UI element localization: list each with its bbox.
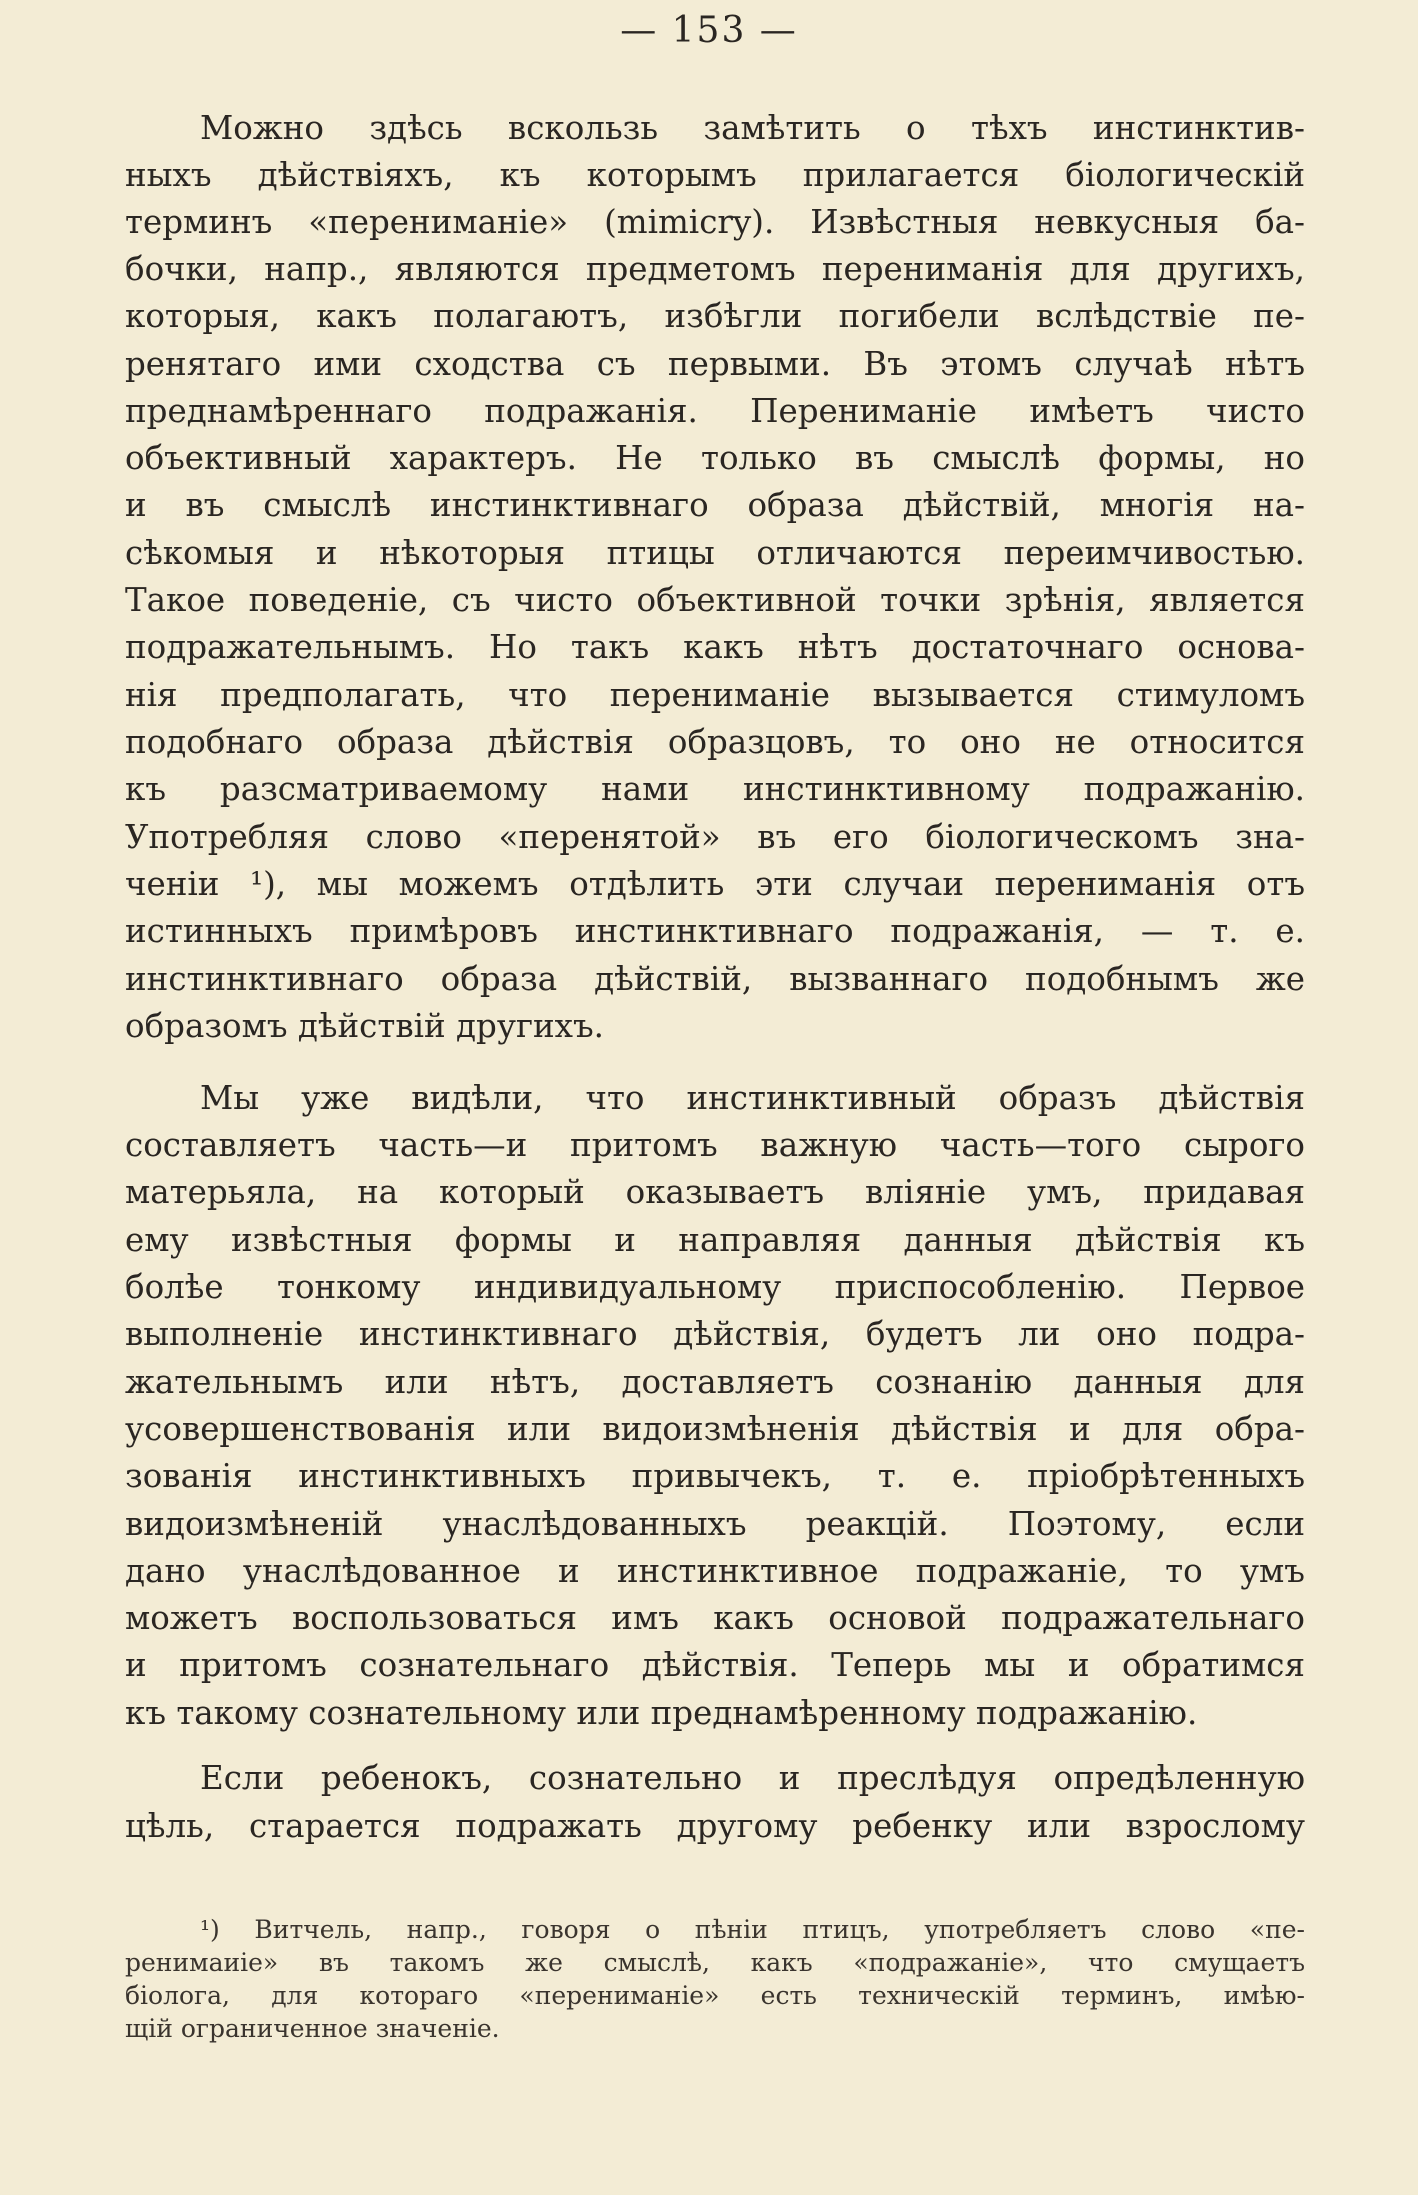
text-line: къ разсматриваемому нами инстинктивному подражанію. [125,770,1305,808]
text-line: ныхъ дѣйствіяхъ, къ которымъ прилагается біологическій [125,156,1305,194]
text-line: бочки, напр., являются предметомъ перениманія для другихъ, [125,250,1305,288]
text-line: усовершенствованія или видоизмѣненія дѣйствія и для обра- [125,1410,1305,1448]
text-line: видоизмѣненій унаслѣдованныхъ реакцій. Поэтому, если [125,1505,1305,1543]
text-line: преднамѣреннаго подражанія. Перениманіе имѣетъ чисто [125,392,1305,430]
page-number: — 153 — [620,10,798,51]
text-line: Мы уже видѣли, что инстинктивный образъ дѣйствія [200,1079,1305,1117]
text-line: выполненіе инстинктивнаго дѣйствія, будетъ ли оно подра- [125,1315,1305,1353]
text-line: ренятаго ими сходства съ первыми. Въ этомъ случаѣ нѣтъ [125,345,1305,383]
footnote-line: біолога, для котораго «перениманіе» есть техническій терминъ, имѣю- [125,1981,1305,2010]
text-line: Употребляя слово «перенятой» въ его біологическомъ зна- [125,818,1305,856]
footnote-line: ¹) Витчель, напр., говоря о пѣніи птицъ, употребляетъ слово «пе- [200,1915,1305,1944]
text-line: сѣкомыя и нѣкоторыя птицы отличаются переимчивостью. [125,534,1305,572]
text-line: истинныхъ примѣровъ инстинктивнаго подражанія, — т. е. [125,912,1305,950]
text-line: составляетъ часть—и притомъ важную часть—того сырого [125,1126,1305,1164]
text-line: которыя, какъ полагаютъ, избѣгли погибели вслѣдствіе пе- [125,297,1305,335]
footnote-line: щій ограниченное значеніе. [125,2014,500,2043]
text-line: и притомъ сознательнаго дѣйствія. Теперь мы и обратимся [125,1646,1305,1684]
text-line: нія предполагать, что перениманіе вызывается стимуломъ [125,676,1305,714]
text-line: матерьяла, на который оказываетъ вліяніе умъ, придавая [125,1173,1305,1211]
text-line: зованія инстинктивныхъ привычекъ, т. е. пріобрѣтенныхъ [125,1457,1305,1495]
text-line: къ такому сознательному или преднамѣренному подражанію. [125,1694,1198,1732]
text-line: подражательнымъ. Но такъ какъ нѣтъ достаточнаго основа- [125,628,1305,666]
text-line: дано унаслѣдованное и инстинктивное подражаніе, то умъ [125,1552,1305,1590]
text-line: ему извѣстныя формы и направляя данныя дѣйствія къ [125,1221,1305,1259]
text-line: цѣль, старается подражать другому ребенку или взрослому [125,1807,1305,1845]
text-line: болѣе тонкому индивидуальному приспособленію. Первое [125,1268,1305,1306]
footnote-line: ренимаиіе» въ такомъ же смыслѣ, какъ «подражаніе», что смущаетъ [125,1948,1305,1977]
text-line: жательнымъ или нѣтъ, доставляетъ сознанію данныя для [125,1363,1305,1401]
text-line: Можно здѣсь вскользь замѣтить о тѣхъ инстинктив- [200,109,1305,147]
text-line: образомъ дѣйствій другихъ. [125,1007,604,1045]
text-line: инстинктивнаго образа дѣйствій, вызваннаго подобнымъ же [125,960,1305,998]
text-line: и въ смыслѣ инстинктивнаго образа дѣйствій, многія на- [125,486,1305,524]
text-line: объективный характеръ. Не только въ смыслѣ формы, но [125,439,1305,477]
text-line: Если ребенокъ, сознательно и преслѣдуя опредѣленную [200,1759,1305,1797]
text-line: ченіи ¹), мы можемъ отдѣлить эти случаи перениманія отъ [125,865,1305,903]
text-line: Такое поведеніе, съ чисто объективной точки зрѣнія, является [125,581,1305,619]
text-line: терминъ «перениманіе» (mimicry). Извѣстныя невкусныя ба- [125,203,1305,241]
text-line: можетъ воспользоваться имъ какъ основой подражательнаго [125,1599,1305,1637]
text-line: подобнаго образа дѣйствія образцовъ, то оно не относится [125,723,1305,761]
